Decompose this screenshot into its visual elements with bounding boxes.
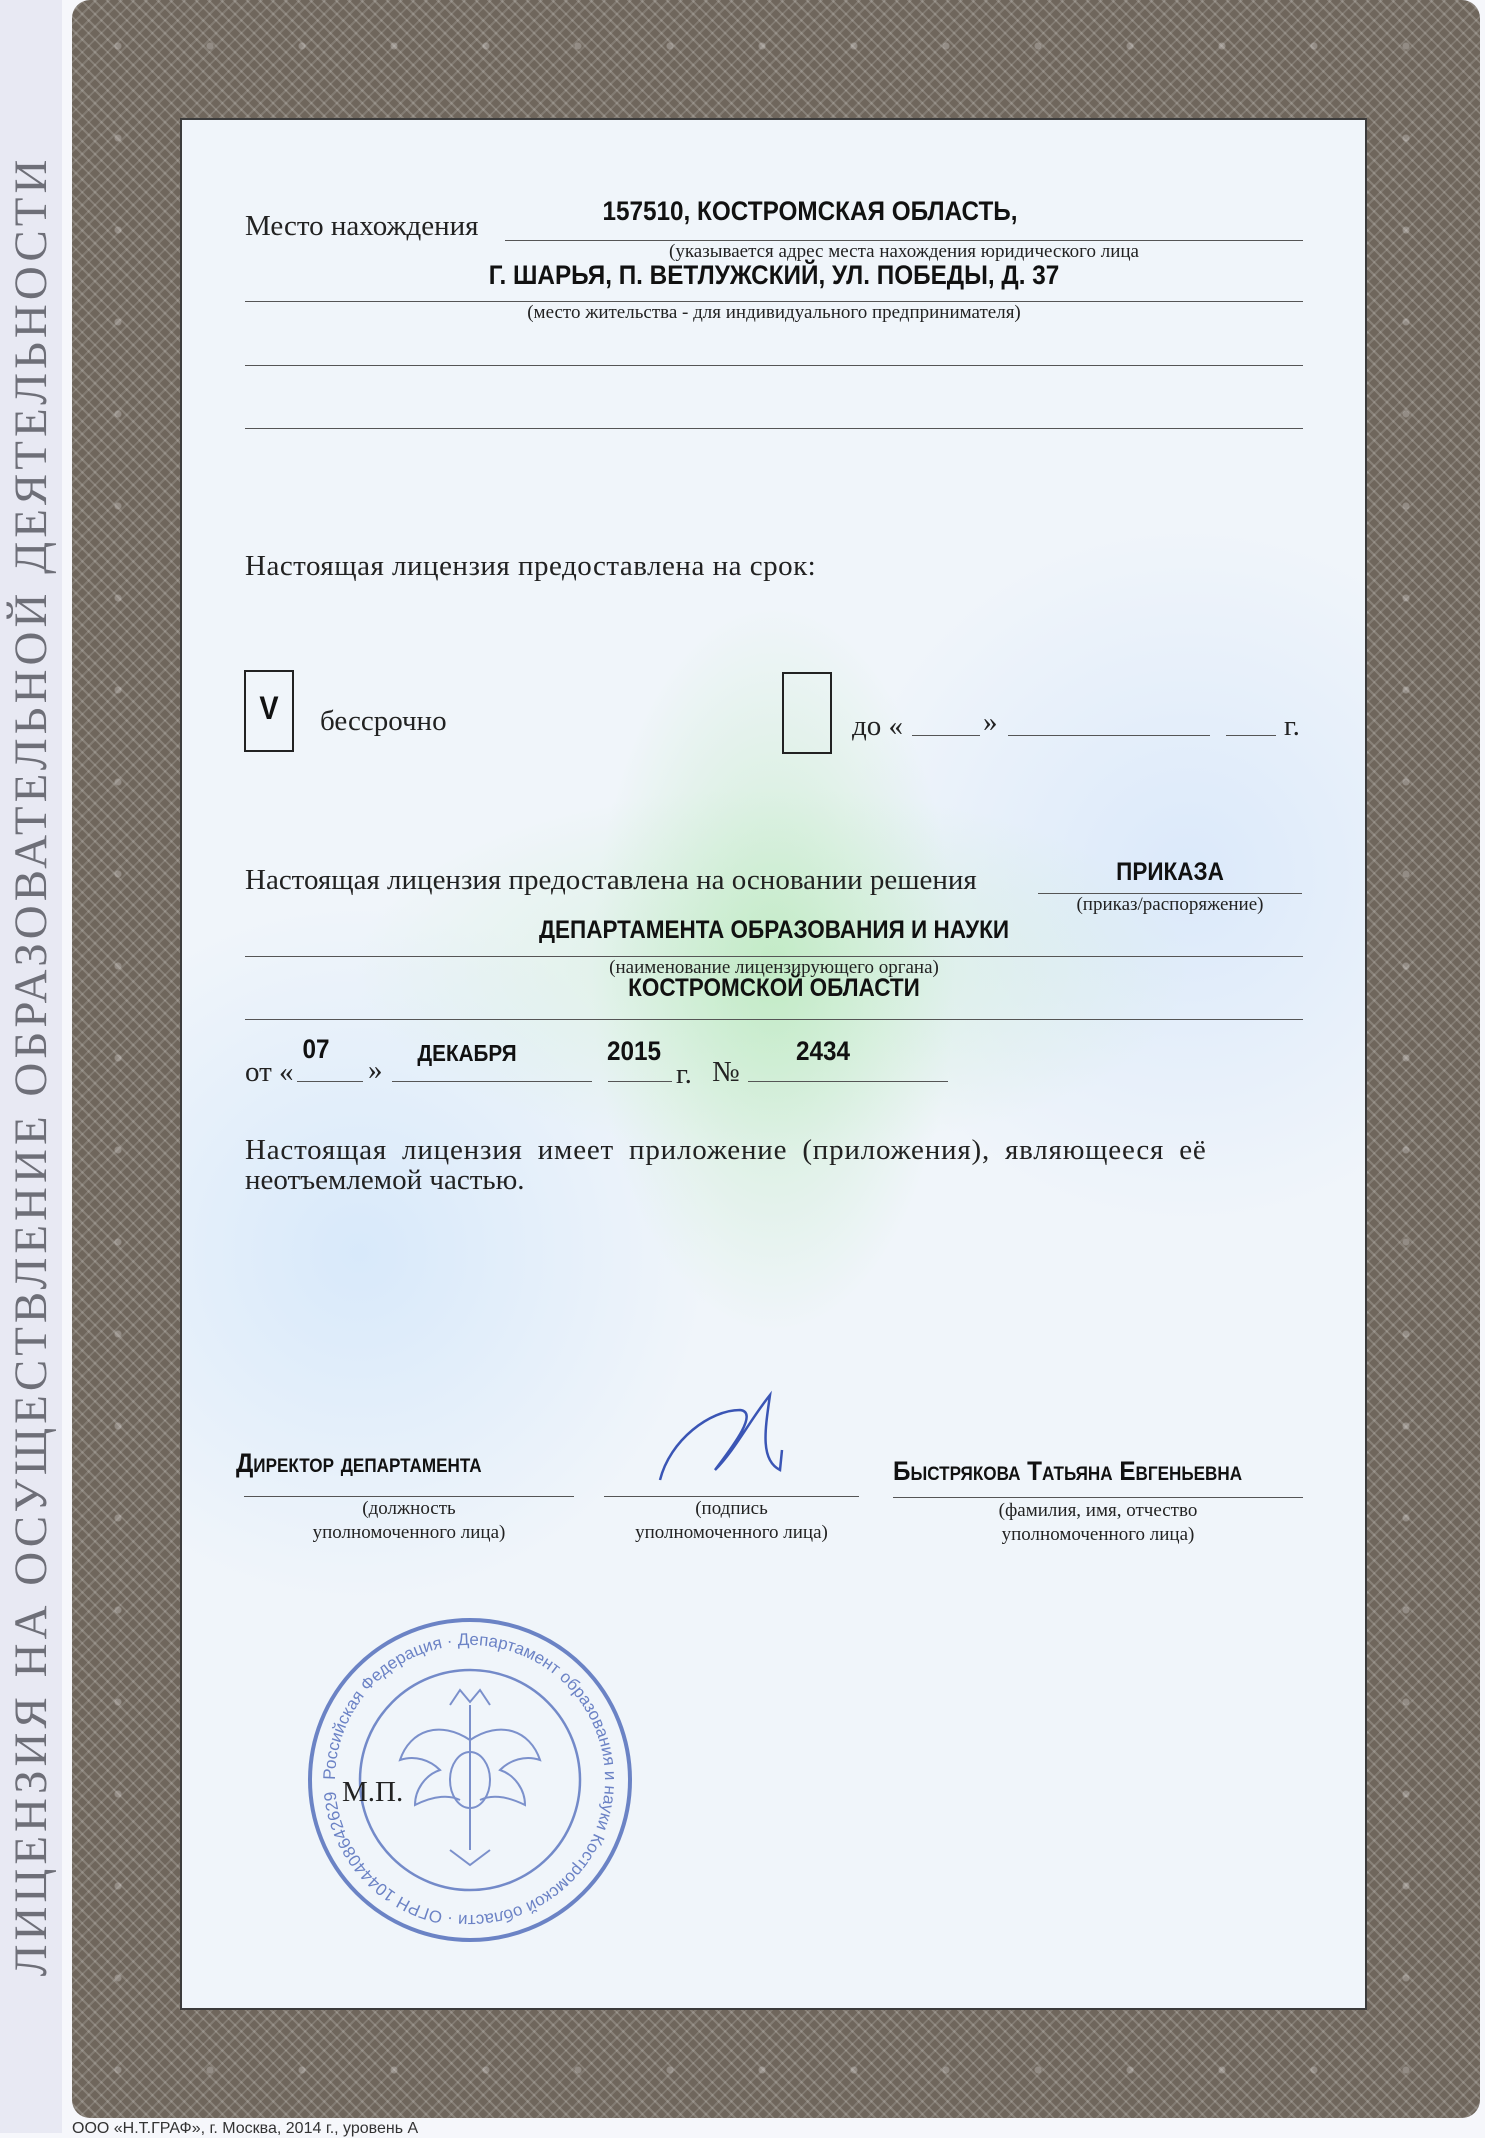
- seal-text: Российская Федерация · Департамент образования и науки Костромской области · ОГРН 1044408642629: [319, 1629, 621, 1931]
- signature-line: [604, 1496, 859, 1497]
- date-quote-close: »: [368, 1054, 383, 1086]
- location-label: Место нахождения: [245, 210, 479, 242]
- side-title: ЛИЦЕНЗИЯ НА ОСУЩЕСТВЛЕНИЕ ОБРАЗОВАТЕЛЬНОЙ ДЕЯТЕЛЬНОСТИ: [5, 155, 57, 1977]
- position-hint-1: (должность: [362, 1498, 456, 1519]
- authority-hint: (наименование лицензирующего органа): [609, 957, 939, 978]
- name-hint-2: уполномоченного лица): [1001, 1524, 1195, 1545]
- license-number: 2434: [795, 1036, 851, 1066]
- date-from-label: от «: [245, 1056, 294, 1088]
- basis-intro: Настоящая лицензия предоставлена на основании решения: [245, 864, 977, 896]
- authority-line2: КОСТРОМСКОЙ ОБЛАСТИ: [628, 974, 920, 1002]
- date-year: 2015: [606, 1036, 662, 1066]
- location-hint-2: (место жительства - для индивидуального предпринимателя): [527, 302, 1021, 323]
- until-year-suffix: г.: [1284, 710, 1300, 742]
- signature-hint-1: (подпись: [695, 1498, 768, 1519]
- location-hint-1: (указывается адрес места нахождения юридического лица: [669, 241, 1139, 262]
- signature-stroke: [660, 1395, 782, 1480]
- date-month-line: [392, 1081, 592, 1082]
- location-line-3: [245, 365, 1303, 366]
- signature-hint-2: уполномоченного лица): [635, 1522, 828, 1543]
- date-month: ДЕКАБРЯ: [417, 1040, 517, 1066]
- date-day: 07: [302, 1034, 330, 1064]
- name-hint-1: (фамилия, имя, отчество: [998, 1500, 1198, 1521]
- location-address-line2: Г. ШАРЬЯ, П. ВЕТЛУЖСКИЙ, УЛ. ПОБЕДЫ, Д. 37: [488, 260, 1060, 290]
- signer-name: Быстрякова Татьяна Евгеньевна: [893, 1456, 1243, 1486]
- check-mark: V: [259, 690, 279, 726]
- location-line-4: [245, 428, 1303, 429]
- until-year-line: [1226, 735, 1276, 736]
- date-year-line: [608, 1081, 672, 1082]
- position-line: [244, 1496, 574, 1497]
- appendix-text-line1: Настоящая лицензия имеет приложение (приложения), являющееся её: [245, 1134, 1207, 1166]
- until-checkbox: [782, 672, 832, 754]
- position-hint-2: уполномоченного лица): [312, 1522, 506, 1543]
- decision-type: ПРИКАЗА: [1116, 858, 1224, 886]
- number-line: [748, 1081, 948, 1082]
- signer-position: Директор департамента: [236, 1448, 482, 1478]
- date-day-line: [297, 1081, 363, 1082]
- name-line: [893, 1497, 1303, 1498]
- until-prefix: до «: [852, 710, 904, 742]
- authority-line1: ДЕПАРТАМЕНТА ОБРАЗОВАНИЯ И НАУКИ: [538, 916, 1009, 944]
- footer-printer-info: ООО «Н.Т.ГРАФ», г. Москва, 2014 г., уровень А: [72, 2120, 419, 2137]
- number-label: №: [712, 1056, 740, 1088]
- handwritten-signature: [640, 1380, 820, 1500]
- decision-type-hint: (приказ/распоряжение): [1076, 894, 1264, 915]
- appendix-text-line2: неотъемлемой частью.: [245, 1164, 525, 1196]
- indefinite-label: бессрочно: [320, 705, 447, 737]
- term-intro: Настоящая лицензия предоставлена на срок:: [245, 550, 817, 582]
- authority-line-2: [245, 1019, 1303, 1020]
- until-day-line: [912, 735, 980, 736]
- date-year-suffix: г.: [676, 1058, 692, 1090]
- until-quote-close: »: [983, 706, 998, 738]
- until-month-line: [1008, 735, 1210, 736]
- location-address-line1: 157510, КОСТРОМСКАЯ ОБЛАСТЬ,: [602, 196, 1018, 226]
- stamp-place-label: М.П.: [342, 1776, 404, 1808]
- eagle-emblem-icon: [400, 1690, 540, 1865]
